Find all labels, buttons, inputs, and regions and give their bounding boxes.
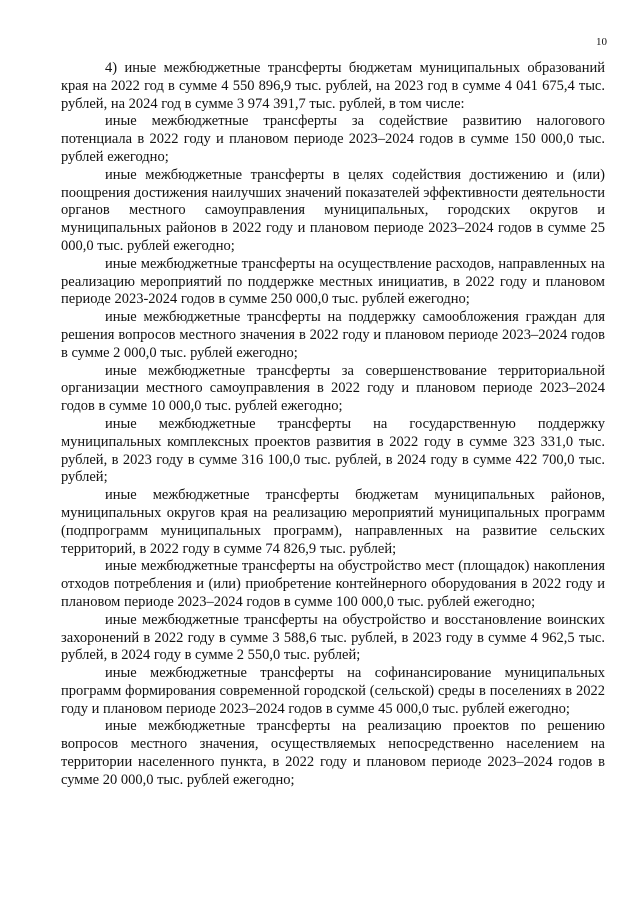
- paragraph-complex-projects: иные межбюджетные трансферты на государственную поддержку муниципальных комплексных проектов развития в 2022 году в сумме 323 331,0 тыс. рублей, в 2023 году в сумме 316 100,0 тыс. рублей, в 2024 году в сумме 422 700,0 тыс. рублей;: [61, 415, 605, 486]
- paragraph-waste-sites: иные межбюджетные трансферты на обустройство мест (площадок) накопления отходов потребления и (или) приобретение контейнерного оборудования в 2022 году и плановом периоде 2023–2024 годов в сумме 100 000,0 тыс. рублей ежегодно;: [61, 558, 605, 610]
- paragraph-efficiency-incentive: иные межбюджетные трансферты в целях содействия достижению и (или) поощрения достижения наилучших значений показателей эффективности деятельности органов местного самоуправления муниципальных, городских округов и муниципальных районов в 2022 году и плановом периоде 2023–2024 годов в сумме 25 000,0 тыс. рублей ежегодно;: [61, 166, 605, 254]
- paragraph-urban-environment: иные межбюджетные трансферты на софинансирование муниципальных программ формирования современной городской (сельской) среды в поселениях в 2022 году и плановом периоде 2023–2024 годов в сумме 45 000,0 тыс. рублей ежегодно;: [61, 665, 605, 717]
- paragraph-intro: 4) иные межбюджетные трансферты бюджетам муниципальных образований края на 2022 год в сумме 4 550 896,9 тыс. рублей, на 2023 год в сумме 4 041 675,4 тыс. рублей, на 2024 год в сумме 3 974 391,7 тыс. рублей, в том числе:: [61, 60, 605, 112]
- page-number: 10: [596, 36, 607, 48]
- paragraph-territorial-organization: иные межбюджетные трансферты за совершенствование территориальной организации местного самоуправления в 2022 году и плановом периоде 2023–2024 годов в сумме 10 000,0 тыс. рублей ежегодно;: [61, 362, 605, 415]
- paragraph-rural-development: иные межбюджетные трансферты бюджетам муниципальных районов, муниципальных округов края на реализацию мероприятий муниципальных программ (подпрограмм муниципальных программ), направленных на развитие сельских территорий, в 2022 году в сумме 74 826,9 тыс. рублей;: [61, 487, 605, 557]
- paragraph-local-initiatives: иные межбюджетные трансферты на осуществление расходов, направленных на реализацию мероприятий по поддержке местных инициатив, в 2022 году и плановом периоде 2023-2024 годов в сумме 250 000,0 тыс. рублей ежегодно;: [61, 255, 605, 308]
- paragraph-military-burials: иные межбюджетные трансферты на обустройство и восстановление воинских захоронений в 2022 году в сумме 3 588,6 тыс. рублей, в 2023 году в сумме 4 962,5 тыс. рублей, в 2024 году в сумме 2 550,0 тыс. рублей;: [61, 611, 605, 664]
- paragraph-local-projects: иные межбюджетные трансферты на реализацию проектов по решению вопросов местного значения, осуществляемых непосредственно населением на территории населенного пункта, в 2022 году и плановом периоде 2023–2024 годов в сумме 20 000,0 тыс. рублей ежегодно;: [61, 718, 605, 788]
- document-body: [61, 60, 605, 790]
- paragraph-self-taxation: иные межбюджетные трансферты на поддержку самообложения граждан для решения вопросов местного значения в 2022 году и плановом периоде 2023–2024 годов в сумме 2 000,0 тыс. рублей ежегодно;: [61, 309, 605, 361]
- paragraph-tax-potential: иные межбюджетные трансферты за содействие развитию налогового потенциала в 2022 году и плановом периоде 2023–2024 годов в сумме 150 000,0 тыс. рублей ежегодно;: [61, 113, 605, 165]
